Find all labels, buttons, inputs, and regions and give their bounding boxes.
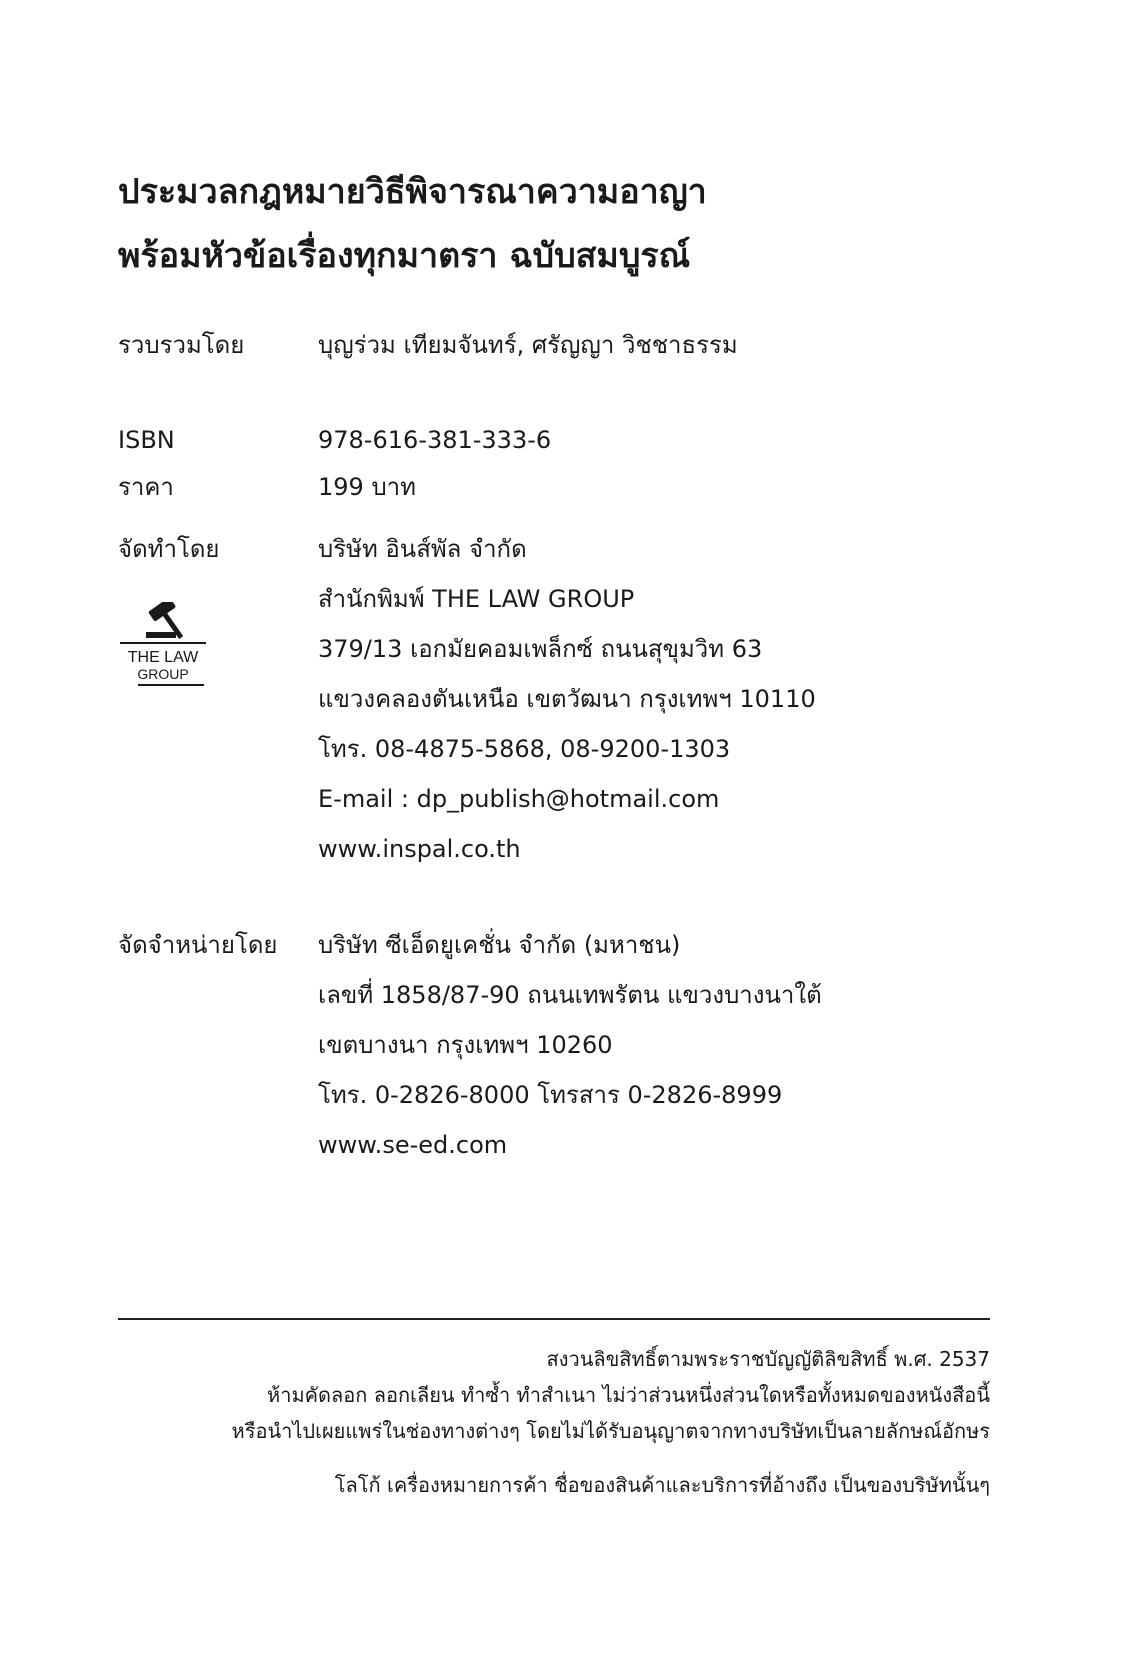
producer-line: 379/13 เอกมัยคอมเพล็กซ์ ถนนสุขุมวิท 63 [318, 635, 763, 663]
distributor-label: จัดจำหน่ายโดย [118, 931, 278, 959]
book-title [118, 160, 1018, 288]
producer-line: โทร. 08-4875-5868, 08-9200-1303 [318, 735, 731, 763]
compiled-by-label: รวบรวมโดย [118, 331, 245, 359]
copyright-line: สงวนลิขสิทธิ์ตามพระราชบัญญัติลิขสิทธิ์ พ.ศ. 2537 [546, 1347, 990, 1371]
divider [118, 1318, 990, 1320]
logo-text-line-2: GROUP [137, 666, 189, 682]
book-title-line-1: ประมวลกฎหมายวิธีพิจารณาความอาญา [118, 172, 707, 212]
producer-line: แขวงคลองตันเหนือ เขตวัฒนา กรุงเทพฯ 10110 [318, 685, 816, 713]
book-title-line-2: พร้อมหัวข้อเรื่องทุกมาตรา ฉบับสมบูรณ์ [118, 236, 691, 276]
the-law-group-logo [118, 602, 208, 690]
distributor-line: เลขที่ 1858/87-90 ถนนเทพรัตน แขวงบางนาใต้ [318, 981, 822, 1009]
producer-line: บริษัท อินส์พัล จำกัด [318, 535, 527, 563]
copyright-line: ห้ามคัดลอก ลอกเลียน ทำซ้ำ ทำสำเนา ไม่ว่าส่วนหนึ่งส่วนใดหรือทั้งหมดของหนังสือนี้ [267, 1383, 990, 1407]
producer-line: E-mail : dp_publish@hotmail.com [318, 785, 720, 813]
logo-text-line-1: THE LAW [127, 649, 199, 666]
gavel-icon [118, 602, 208, 690]
distributor-line: บริษัท ซีเอ็ดยูเคชั่น จำกัด (มหาชน) [318, 931, 681, 959]
price-value: 199 บาท [318, 473, 416, 501]
compiled-by-value: บุญร่วม เทียมจันทร์, ศรัญญา วิชชาธรรม [318, 331, 738, 359]
producer-label: จัดทำโดย [118, 535, 220, 563]
distributor-line: โทร. 0-2826-8000 โทรสาร 0-2826-8999 [318, 1081, 783, 1109]
distributor-line: www.se-ed.com [318, 1131, 508, 1159]
distributor-line: เขตบางนา กรุงเทพฯ 10260 [318, 1031, 613, 1059]
trademark-notice: โลโก้ เครื่องหมายการค้า ชื่อของสินค้าและบริการที่อ้างถึง เป็นของบริษัทนั้นๆ [334, 1473, 990, 1497]
distributor-block [318, 920, 822, 1170]
isbn-value: 978-616-381-333-6 [318, 426, 552, 454]
price-label: ราคา [118, 473, 174, 501]
producer-line: สำนักพิมพ์ THE LAW GROUP [318, 585, 635, 613]
producer-block [318, 524, 816, 874]
producer-line: www.inspal.co.th [318, 835, 521, 863]
copyright-line: หรือนำไปเผยแพร่ในช่องทางต่างๆ โดยไม่ได้รับอนุญาตจากทางบริษัทเป็นลายลักษณ์อักษร [231, 1419, 990, 1443]
isbn-label: ISBN [118, 426, 175, 454]
